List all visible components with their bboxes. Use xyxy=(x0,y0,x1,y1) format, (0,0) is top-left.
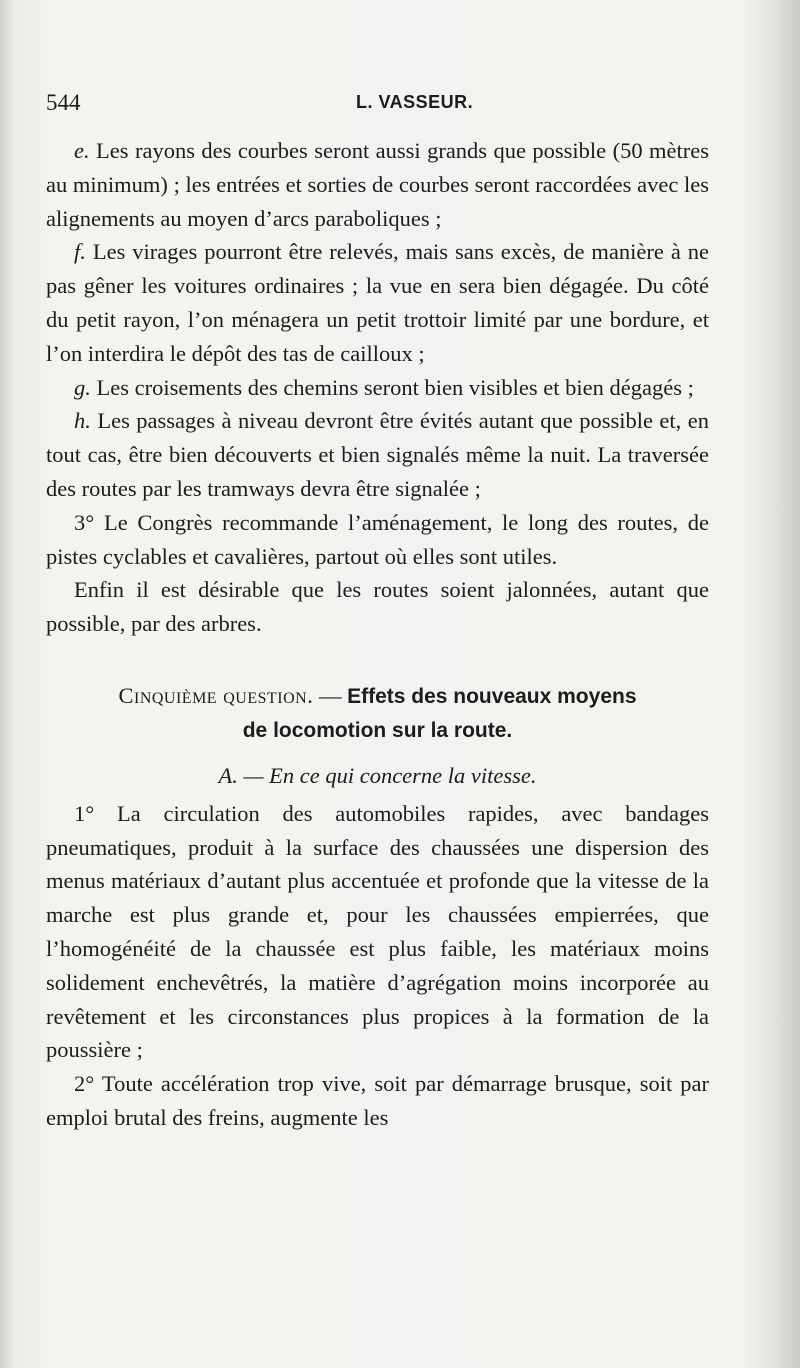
paragraph-enfin xyxy=(46,573,709,641)
item-label: e. xyxy=(74,138,90,163)
paragraph-text: 3° Le Congrès recommande l’aménagement, le long des routes, de pistes cyclables et cavalières, partout où elles sont utiles. xyxy=(46,509,709,569)
item-label: f. xyxy=(74,239,86,265)
paragraph-g xyxy=(46,371,709,405)
paragraph-text: 2° Toute accélération trop vive, soit par démarrage brusque, soit par emploi brutal des freins, augmente les xyxy=(46,1071,709,1130)
paragraph-text: Les rayons des courbes seront aussi grands que possible (50 mètres au minimum) ; les entrées et sorties de courbes seront raccordées avec les alignements au moyen d’arcs paraboliques ; xyxy=(46,138,709,231)
page-header xyxy=(46,90,706,120)
item-label: h. xyxy=(74,408,91,434)
item-label: g. xyxy=(74,374,91,400)
paragraph-text: 1° La circulation des automobiles rapides, avec bandages pneumatiques, produit à la surface des chaussées une dispersion des menus matériaux d’autant plus accentuée et profonde que la vitesse de la marche est plus grande et, pour les chaussées empierrées, que l’homogénéité de la chaussée est plus faible, les matériaux moins solidement enchevêtrés, la matière d’agrégation moins incorporée au revêtement et les circonstances plus propices à la formation de la poussière ; xyxy=(46,800,709,1063)
running-head: L. VASSEUR. xyxy=(356,92,474,112)
section-title-line2: de locomotion sur la route. xyxy=(242,718,513,742)
section-label: Cinquième question. xyxy=(118,682,314,708)
paragraph-f xyxy=(46,235,709,370)
paragraph-text: Les virages pourront être relevés, mais sans excès, de manière à ne pas gêner les voitures ordinaires ; la vue en sera bien dégagée. Du côté du petit rayon, l’on ménagera un petit trottoir limité par une bordure, et l’on interdira le dépôt des tas de cailloux ; xyxy=(46,239,709,366)
section-title-line1: Effets des nouveaux moyens xyxy=(347,684,637,708)
paragraph-3 xyxy=(46,506,709,574)
section-heading xyxy=(46,679,709,747)
paragraph-text: Les passages à niveau devront être évités autant que possible et, en tout cas, être bien découverts et bien signalés même la nuit. La traversée des routes par les tramways devra être signalée ; xyxy=(46,408,709,501)
paragraph-2 xyxy=(46,1067,709,1135)
paragraph-text: Les croisements des chemins seront bien visibles et bien dégagés ; xyxy=(90,374,694,400)
paragraph-e xyxy=(46,134,709,235)
page-number: 544 xyxy=(46,90,81,115)
paragraph-1 xyxy=(46,797,709,1067)
paragraph-h xyxy=(46,404,709,505)
section-dash: — xyxy=(313,682,348,708)
subheading xyxy=(46,759,709,793)
page-body xyxy=(46,134,709,1135)
subheading-text: — En ce qui concerne la vitesse. xyxy=(237,762,537,788)
subheading-letter: A. xyxy=(218,762,238,788)
paragraph-text: Enfin il est désirable que les routes soient jalonnées, autant que possible, par des arbres. xyxy=(46,577,709,637)
